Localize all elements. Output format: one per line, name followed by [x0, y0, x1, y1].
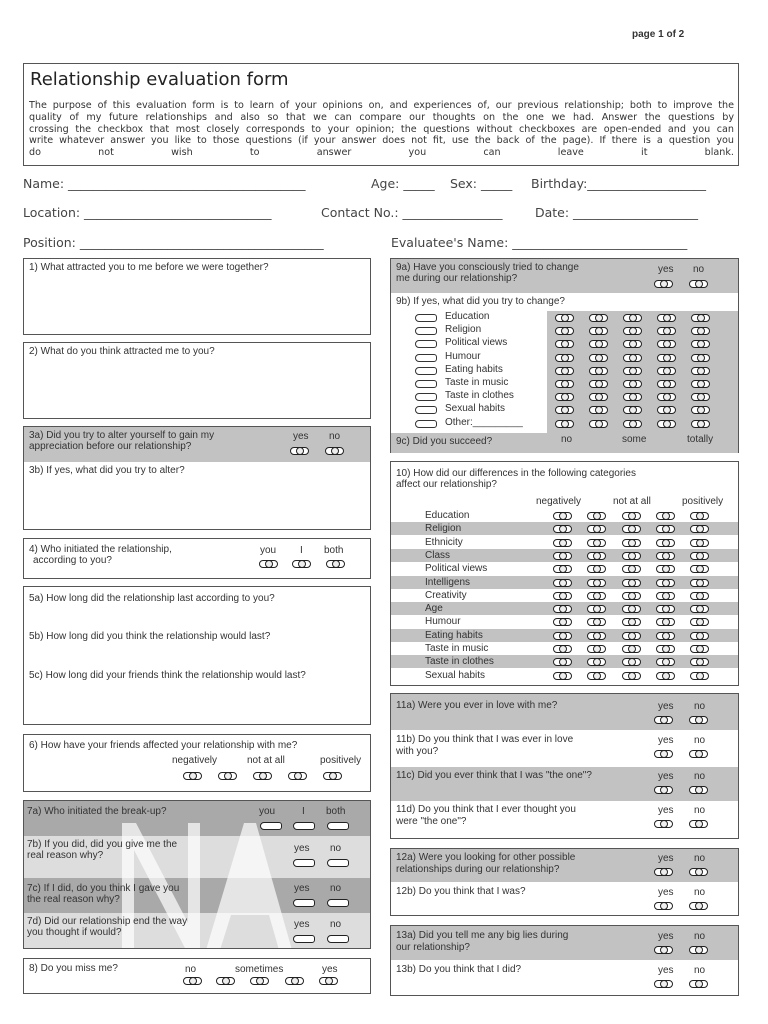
q9b-item-checkbox[interactable] — [415, 406, 437, 414]
q11b-no-checkbox[interactable] — [689, 750, 708, 758]
q10-rating-checkbox[interactable] — [553, 579, 572, 587]
q11a-no-checkbox[interactable] — [689, 716, 708, 724]
q11d-yes-checkbox[interactable] — [654, 820, 673, 828]
q10-category-label: Class — [425, 549, 451, 561]
q10-rating-checkbox[interactable] — [656, 645, 675, 653]
q10-rating-checkbox[interactable] — [553, 658, 572, 666]
q9b-rating-checkbox[interactable] — [691, 314, 710, 322]
question-q13a-text: 13a) Did you tell me any big lies during — [396, 930, 569, 941]
q9b-rating-checkbox[interactable] — [623, 420, 642, 428]
q7c-no-checkbox[interactable] — [327, 899, 349, 907]
q10-rating-checkbox[interactable] — [622, 658, 641, 666]
option-label: yes — [294, 883, 310, 894]
q10-rating-checkbox[interactable] — [622, 618, 641, 626]
q10-rating-checkbox[interactable] — [622, 592, 641, 600]
q4-both-checkbox[interactable] — [326, 560, 345, 568]
question-7 — [23, 800, 371, 949]
option-label: yes — [293, 431, 309, 442]
option-label: yes — [658, 965, 674, 976]
q9b-rating-checkbox[interactable] — [691, 393, 710, 401]
option-label: no — [330, 843, 342, 854]
q10-rating-checkbox[interactable] — [587, 539, 606, 547]
option-label: no — [694, 771, 706, 782]
option-label: no — [561, 434, 573, 445]
option-label: no — [694, 853, 706, 864]
q9b-rating-checkbox[interactable] — [691, 420, 710, 428]
q9b-rating-checkbox[interactable] — [555, 367, 574, 375]
q10-rating-checkbox[interactable] — [690, 618, 709, 626]
q9b-rating-checkbox[interactable] — [555, 393, 574, 401]
q9b-rating-checkbox[interactable] — [691, 367, 710, 375]
q10-category-label: Creativity — [425, 589, 467, 601]
question-7b-text: 7b) If you did, did you give me the — [27, 839, 178, 850]
q10-rating-checkbox[interactable] — [587, 579, 606, 587]
question-5b-text: 5b) How long did you think the relationship would last? — [29, 631, 271, 642]
question-5c-text: 5c) How long did your friends think the relationship would last? — [29, 670, 306, 681]
q10-rating-checkbox[interactable] — [690, 552, 709, 560]
q7a-you-checkbox[interactable] — [260, 822, 282, 830]
question-9a-text-2: me during our relationship? — [396, 273, 518, 284]
option-label: no — [694, 805, 706, 816]
q10-rating-checkbox[interactable] — [656, 592, 675, 600]
q9b-rating-checkbox[interactable] — [555, 314, 574, 322]
q10-category-label: Taste in clothes — [425, 656, 494, 668]
q9b-item-label: Taste in music — [445, 377, 509, 388]
q10-rating-checkbox[interactable] — [690, 579, 709, 587]
contact-field[interactable]: Contact No.: ________________ — [321, 205, 503, 220]
q10-rating-checkbox[interactable] — [690, 672, 709, 680]
option-label: no — [694, 931, 706, 942]
q10-rating-checkbox[interactable] — [656, 512, 675, 520]
intro-line: quality of my future relationships and also so that we can compare our thoughts on the one we had. Answer the questions by — [29, 111, 734, 123]
q10-rating-checkbox[interactable] — [690, 605, 709, 613]
q13a-yes-checkbox[interactable] — [654, 946, 673, 954]
q9b-item-label: Eating habits — [445, 363, 503, 375]
q8-option-checkbox[interactable] — [183, 977, 202, 985]
question-q13b-text: 13b) Do you think that I did? — [396, 964, 522, 975]
q10-rating-checkbox[interactable] — [553, 632, 572, 640]
form-title: Relationship evaluation form — [30, 69, 289, 90]
q10-rating-checkbox[interactable] — [656, 672, 675, 680]
option-label: yes — [658, 701, 674, 712]
q13b-no-checkbox[interactable] — [689, 980, 708, 988]
birthday-field[interactable]: Birthday:___________________ — [531, 176, 707, 191]
q10-rating-checkbox[interactable] — [690, 645, 709, 653]
q10-rating-checkbox[interactable] — [656, 539, 675, 547]
question-10 — [390, 461, 739, 686]
option-label: yes — [658, 735, 674, 746]
option-label: totally — [687, 434, 714, 445]
q10-rating-checkbox[interactable] — [656, 565, 675, 573]
q10-rating-checkbox[interactable] — [690, 539, 709, 547]
q4-you-checkbox[interactable] — [259, 560, 278, 568]
question-1[interactable] — [23, 258, 371, 335]
question-q13a-text: our relationship? — [396, 941, 470, 953]
q9b-rating-checkbox[interactable] — [657, 393, 676, 401]
option-label: you — [260, 545, 277, 556]
option-label: no — [330, 883, 342, 894]
question-6-text: 6) How have your friends affected your relationship with me? — [29, 740, 298, 751]
q10-rating-checkbox[interactable] — [690, 632, 709, 640]
q9b-rating-checkbox[interactable] — [623, 327, 642, 335]
question-7b-text-2: real reason why? — [27, 850, 104, 861]
q10-rating-checkbox[interactable] — [587, 525, 606, 533]
name-field[interactable]: Name: ______________________________________ — [23, 176, 306, 191]
q9b-item-checkbox[interactable] — [415, 420, 437, 428]
q12a-no-checkbox[interactable] — [689, 868, 708, 876]
question-10-text-2: affect our relationship? — [396, 479, 497, 490]
option-label: no — [693, 264, 705, 275]
q11a-yes-checkbox[interactable] — [654, 716, 673, 724]
option-label: yes — [658, 931, 674, 942]
location-field[interactable]: Location: ______________________________ — [23, 205, 272, 220]
q10-rating-checkbox[interactable] — [553, 592, 572, 600]
question-13 — [390, 925, 739, 996]
q10-category-label: Political views — [425, 563, 488, 575]
q10-rating-checkbox[interactable] — [656, 618, 675, 626]
q7a-both-checkbox[interactable] — [327, 822, 349, 830]
question-q11b-text: with you? — [396, 745, 439, 757]
question-12 — [390, 848, 739, 916]
intro-box — [23, 63, 739, 166]
q4-i-checkbox[interactable] — [292, 560, 311, 568]
q11c-no-checkbox[interactable] — [689, 786, 708, 794]
q10-rating-checkbox[interactable] — [690, 512, 709, 520]
q8-option-checkbox[interactable] — [250, 977, 269, 985]
question-7c-text: 7c) If I did, do you think I gave you — [27, 883, 180, 894]
q9a-yes-checkbox[interactable] — [654, 280, 673, 288]
position-field[interactable]: Position: _______________________________________ — [23, 235, 324, 250]
q10-category-label: Age — [425, 603, 443, 615]
option-label: both — [326, 806, 346, 817]
q10-rating-checkbox[interactable] — [656, 605, 675, 613]
question-9a-text: 9a) Have you consciously tried to change — [396, 262, 579, 273]
q10-rating-checkbox[interactable] — [622, 605, 641, 613]
option-label: some — [622, 434, 647, 445]
q9b-rating-checkbox[interactable] — [589, 406, 608, 414]
q9b-rating-checkbox[interactable] — [657, 406, 676, 414]
q9b-rating-checkbox[interactable] — [589, 354, 608, 362]
q10-category-label: Ethnicity — [425, 536, 463, 548]
q10-rating-checkbox[interactable] — [622, 672, 641, 680]
q10-rating-checkbox[interactable] — [553, 539, 572, 547]
q10-rating-checkbox[interactable] — [587, 645, 606, 653]
option-label: positively — [682, 496, 724, 507]
q9b-rating-checkbox[interactable] — [589, 420, 608, 428]
q10-category-label: Intelligens — [425, 576, 471, 588]
q10-rating-checkbox[interactable] — [553, 645, 572, 653]
q10-category-label: Sexual habits — [425, 669, 486, 681]
option-label: yes — [658, 853, 674, 864]
q9b-rating-checkbox[interactable] — [589, 314, 608, 322]
q9b-rating-checkbox[interactable] — [589, 367, 608, 375]
question-q11c-text: 11c) Did you ever think that I was "the one"? — [396, 770, 592, 781]
q6-option-checkbox[interactable] — [218, 772, 237, 780]
question-q11b-text: 11b) Do you think that I was ever in love — [396, 734, 574, 745]
q10-rating-checkbox[interactable] — [622, 552, 641, 560]
q3a-no-checkbox[interactable] — [325, 447, 344, 455]
q9b-item-checkbox[interactable] — [415, 380, 437, 388]
date-field[interactable]: Date: ____________________ — [535, 205, 699, 220]
question-q11d-text: 11d) Do you think that I ever thought you — [396, 804, 576, 815]
q10-rating-checkbox[interactable] — [587, 618, 606, 626]
q10-rating-checkbox[interactable] — [553, 618, 572, 626]
q10-category-label: Education — [425, 510, 470, 521]
intro-line: do not wish to answer you can leave it blank. — [29, 147, 734, 159]
option-label: not at all — [613, 496, 651, 507]
q9b-rating-checkbox[interactable] — [623, 340, 642, 348]
q9a-no-checkbox[interactable] — [689, 280, 708, 288]
q9b-rating-checkbox[interactable] — [657, 420, 676, 428]
q10-rating-checkbox[interactable] — [690, 565, 709, 573]
q13a-no-checkbox[interactable] — [689, 946, 708, 954]
evaluatee-field[interactable]: Evaluatee's Name: ____________________________ — [391, 235, 688, 250]
question-7d-text: 7d) Did our relationship end the way — [27, 916, 188, 927]
option-label: yes — [658, 887, 674, 898]
q9b-rating-checkbox[interactable] — [691, 340, 710, 348]
option-label: I — [300, 545, 303, 556]
q6-option-checkbox[interactable] — [323, 772, 342, 780]
option-label: you — [259, 806, 276, 817]
q9b-rating-checkbox[interactable] — [623, 380, 642, 388]
question-5a-text: 5a) How long did the relationship last according to you? — [29, 593, 275, 604]
q10-rating-checkbox[interactable] — [622, 525, 641, 533]
q9b-rating-checkbox[interactable] — [623, 314, 642, 322]
intro-line: The purpose of this evaluation form is to learn of your opinions on, and experiences of, our previous relationship; both to improve the — [29, 100, 734, 111]
q10-rating-checkbox[interactable] — [622, 645, 641, 653]
option-label: no — [329, 431, 341, 442]
q10-rating-checkbox[interactable] — [622, 565, 641, 573]
option-label: I — [302, 806, 305, 817]
q9b-item-label: Humour — [445, 350, 481, 362]
q9b-rating-checkbox[interactable] — [657, 354, 676, 362]
q9b-item-checkbox[interactable] — [415, 314, 437, 322]
intro-line: crossing the checkbox that most closely corresponds to your opinion; the questions without checkboxes are open-ended and you can — [29, 123, 734, 135]
question-4-text-2: according to you? — [33, 555, 112, 566]
question-3a-text: 3a) Did you try to alter yourself to gain my — [29, 430, 215, 441]
q9b-rating-checkbox[interactable] — [555, 354, 574, 362]
q12b-no-checkbox[interactable] — [689, 902, 708, 910]
option-label: negatively — [172, 755, 218, 766]
q10-rating-checkbox[interactable] — [587, 632, 606, 640]
q8-option-checkbox[interactable] — [319, 977, 338, 985]
q10-rating-checkbox[interactable] — [622, 512, 641, 520]
q10-rating-checkbox[interactable] — [553, 552, 572, 560]
q11d-no-checkbox[interactable] — [689, 820, 708, 828]
q7d-no-checkbox[interactable] — [327, 935, 349, 943]
question-5[interactable] — [23, 586, 371, 725]
option-label: sometimes — [235, 964, 284, 975]
sex-field[interactable]: Sex: _____ — [450, 176, 513, 191]
option-label: not at all — [247, 755, 285, 766]
question-3b-text: 3b) If yes, what did you try to alter? — [29, 465, 185, 476]
q7b-no-checkbox[interactable] — [327, 859, 349, 867]
q6-option-checkbox[interactable] — [253, 772, 272, 780]
option-label: no — [694, 887, 706, 898]
question-3 — [23, 426, 371, 530]
q9b-item-label: Religion — [445, 324, 482, 336]
q8-option-checkbox[interactable] — [216, 977, 235, 985]
q10-category-label: Religion — [425, 523, 462, 535]
q3a-yes-checkbox[interactable] — [290, 447, 309, 455]
question-q11d-text: were "the one"? — [396, 815, 467, 827]
option-label: yes — [658, 264, 674, 275]
question-7c-text-2: the real reason why? — [27, 894, 120, 905]
q9b-item-label: Other:_________ — [445, 416, 523, 428]
q9b-item-checkbox[interactable] — [415, 367, 437, 375]
q9b-rating-checkbox[interactable] — [623, 367, 642, 375]
q9b-rating-checkbox[interactable] — [691, 354, 710, 362]
q13b-yes-checkbox[interactable] — [654, 980, 673, 988]
question-q12a-text: relationships during our relationship? — [396, 863, 560, 875]
q10-rating-checkbox[interactable] — [587, 605, 606, 613]
q9b-rating-checkbox[interactable] — [691, 327, 710, 335]
question-3a-text-2: appreciation before our relationship? — [29, 441, 192, 452]
q9b-rating-checkbox[interactable] — [555, 420, 574, 428]
q9b-rating-checkbox[interactable] — [657, 327, 676, 335]
q10-rating-checkbox[interactable] — [553, 525, 572, 533]
q9b-rating-checkbox[interactable] — [555, 406, 574, 414]
q9b-rating-checkbox[interactable] — [623, 393, 642, 401]
q7b-yes-checkbox[interactable] — [293, 859, 315, 867]
q11b-yes-checkbox[interactable] — [654, 750, 673, 758]
q10-rating-checkbox[interactable] — [690, 658, 709, 666]
q9b-rating-checkbox[interactable] — [623, 354, 642, 362]
q10-rating-checkbox[interactable] — [656, 552, 675, 560]
intro-line: write whatever answer you like to those questions (if your answer does not fit, use the back of the page). If there is a question you — [29, 135, 734, 147]
q12a-yes-checkbox[interactable] — [654, 868, 673, 876]
option-label: negatively — [536, 496, 582, 507]
q6-option-checkbox[interactable] — [288, 772, 307, 780]
q9b-rating-checkbox[interactable] — [657, 380, 676, 388]
q9b-rating-checkbox[interactable] — [555, 380, 574, 388]
question-4-text: 4) Who initiated the relationship, — [29, 544, 172, 555]
question-8 — [23, 958, 371, 994]
q10-rating-checkbox[interactable] — [622, 539, 641, 547]
option-label: no — [694, 965, 706, 976]
q10-rating-checkbox[interactable] — [587, 552, 606, 560]
question-11 — [390, 693, 739, 839]
q7d-yes-checkbox[interactable] — [293, 935, 315, 943]
q10-category-label: Taste in music — [425, 643, 489, 654]
q8-option-checkbox[interactable] — [285, 977, 304, 985]
option-label: yes — [658, 805, 674, 816]
q10-category-label: Eating habits — [425, 629, 483, 641]
q9b-rating-checkbox[interactable] — [589, 340, 608, 348]
q10-rating-checkbox[interactable] — [656, 525, 675, 533]
question-9 — [390, 258, 739, 453]
q9b-item-label: Political views — [445, 337, 508, 349]
q7a-i-checkbox[interactable] — [293, 822, 315, 830]
q10-rating-checkbox[interactable] — [587, 512, 606, 520]
q9b-item-checkbox[interactable] — [415, 354, 437, 362]
q9b-item-label: Taste in clothes — [445, 390, 514, 402]
q10-rating-checkbox[interactable] — [690, 525, 709, 533]
q9b-rating-checkbox[interactable] — [555, 340, 574, 348]
question-8-text: 8) Do you miss me? — [29, 963, 118, 974]
q9b-item-checkbox[interactable] — [415, 327, 437, 335]
question-10-text: 10) How did our differences in the following categories — [396, 468, 636, 479]
q10-rating-checkbox[interactable] — [587, 565, 606, 573]
option-label: no — [185, 964, 197, 975]
question-6 — [23, 734, 371, 792]
q9b-rating-checkbox[interactable] — [657, 314, 676, 322]
q9b-rating-checkbox[interactable] — [589, 380, 608, 388]
question-4 — [23, 538, 371, 579]
q9b-rating-checkbox[interactable] — [589, 393, 608, 401]
page-number: page 1 of 2 — [632, 29, 685, 40]
question-q12a-text: 12a) Were you looking for other possible — [396, 852, 576, 863]
q9b-rating-checkbox[interactable] — [691, 406, 710, 414]
q10-rating-checkbox[interactable] — [656, 579, 675, 587]
question-2[interactable] — [23, 342, 371, 419]
question-9b-text: 9b) If yes, what did you try to change? — [396, 296, 565, 307]
q10-rating-checkbox[interactable] — [587, 592, 606, 600]
q9b-rating-checkbox[interactable] — [657, 367, 676, 375]
q9b-item-checkbox[interactable] — [415, 393, 437, 401]
option-label: no — [694, 735, 706, 746]
q9b-rating-checkbox[interactable] — [555, 327, 574, 335]
q12b-yes-checkbox[interactable] — [654, 902, 673, 910]
question-q11a-text: 11a) Were you ever in love with me? — [396, 700, 558, 711]
option-label: yes — [658, 771, 674, 782]
q10-rating-checkbox[interactable] — [622, 632, 641, 640]
question-7d-text-2: you thought if would? — [27, 927, 122, 938]
q10-rating-checkbox[interactable] — [622, 579, 641, 587]
q10-rating-checkbox[interactable] — [587, 658, 606, 666]
q10-rating-checkbox[interactable] — [656, 632, 675, 640]
q6-option-checkbox[interactable] — [183, 772, 202, 780]
question-7a-text: 7a) Who initiated the break-up? — [27, 806, 167, 817]
question-2-text: 2) What do you think attracted me to you? — [29, 346, 215, 357]
q10-rating-checkbox[interactable] — [553, 605, 572, 613]
option-label: yes — [322, 964, 338, 975]
q9b-item-label: Education — [445, 311, 490, 322]
option-label: yes — [294, 843, 310, 854]
q9b-item-label: Sexual habits — [445, 403, 506, 415]
question-9c-text: 9c) Did you succeed? — [396, 436, 493, 447]
q9b-item-checkbox[interactable] — [415, 340, 437, 348]
q9b-rating-checkbox[interactable] — [589, 327, 608, 335]
option-label: positively — [320, 755, 362, 766]
question-q12b-text: 12b) Do you think that I was? — [396, 886, 526, 897]
option-label: no — [694, 701, 706, 712]
q10-category-label: Humour — [425, 616, 461, 628]
q10-rating-checkbox[interactable] — [690, 592, 709, 600]
q9b-rating-checkbox[interactable] — [657, 340, 676, 348]
q11c-yes-checkbox[interactable] — [654, 786, 673, 794]
q10-rating-checkbox[interactable] — [553, 565, 572, 573]
q9b-rating-checkbox[interactable] — [623, 406, 642, 414]
age-field[interactable]: Age: _____ — [371, 176, 435, 191]
option-label: yes — [294, 919, 310, 930]
q10-rating-checkbox[interactable] — [656, 658, 675, 666]
option-label: both — [324, 545, 344, 556]
question-1-text: 1) What attracted you to me before we were together? — [29, 262, 269, 273]
q10-rating-checkbox[interactable] — [553, 512, 572, 520]
option-label: no — [330, 919, 342, 930]
q7c-yes-checkbox[interactable] — [293, 899, 315, 907]
q10-rating-checkbox[interactable] — [553, 672, 572, 680]
q10-rating-checkbox[interactable] — [587, 672, 606, 680]
q9b-rating-checkbox[interactable] — [691, 380, 710, 388]
